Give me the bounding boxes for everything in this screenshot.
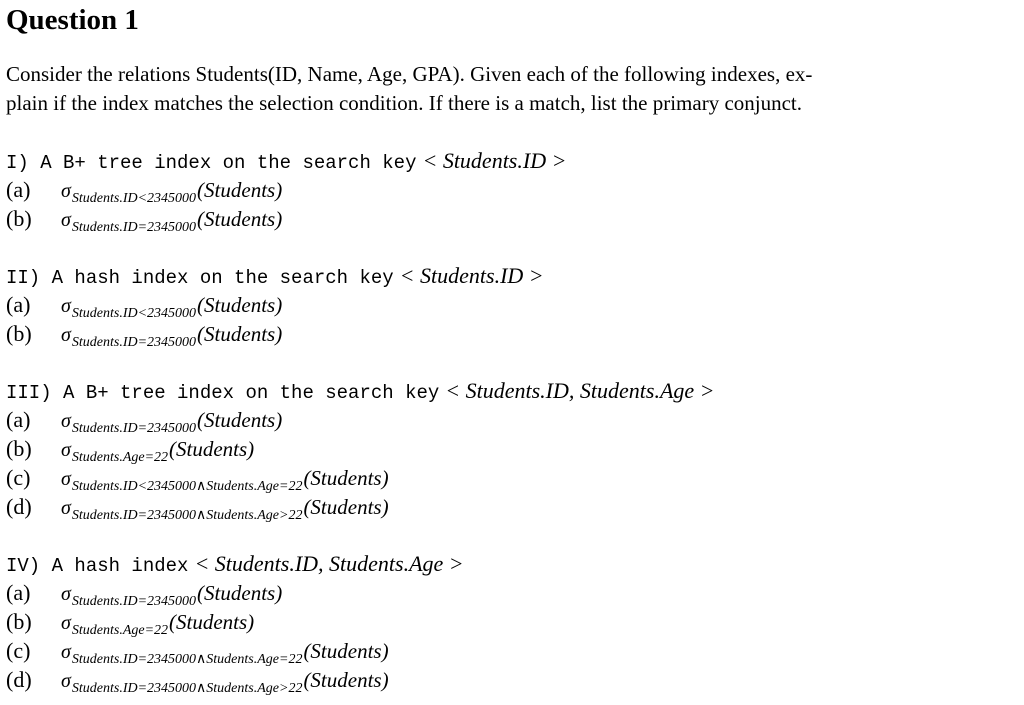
relation-name: (Students) xyxy=(197,207,283,231)
selection-condition: Students.Age=22 xyxy=(71,623,169,638)
selection-expression xyxy=(61,665,389,698)
section-heading-text: I) A B+ tree index on the search key xyxy=(6,152,417,174)
relation-name: (Students) xyxy=(303,668,389,692)
selection-condition: Students.ID=2345000 xyxy=(71,421,197,436)
question-intro xyxy=(6,60,1016,118)
sigma-symbol: σ xyxy=(61,670,71,692)
selection-condition: Students.ID=2345000∧Students.Age>22 xyxy=(71,508,303,523)
sigma-symbol: σ xyxy=(61,583,71,605)
selection-expression xyxy=(61,319,282,352)
question-title: Question 1 xyxy=(6,4,139,36)
selection-condition: Students.ID<2345000∧Students.Age=22 xyxy=(71,479,303,494)
relation-name: (Students) xyxy=(197,322,283,346)
section-heading-1 xyxy=(6,148,566,176)
relation-name: (Students) xyxy=(303,495,389,519)
intro-line-2: plain if the index matches the selection condition. If there is a match, list the primary conjunct. xyxy=(6,91,803,115)
selection-condition: Students.ID=2345000 xyxy=(71,594,197,609)
section-heading-2 xyxy=(6,263,544,291)
selection-condition: Students.ID=2345000∧Students.Age>22 xyxy=(71,681,303,696)
sigma-symbol: σ xyxy=(61,641,71,663)
relation-name: (Students) xyxy=(303,639,389,663)
section-heading-text: III) A B+ tree index on the search key xyxy=(6,382,440,404)
sigma-symbol: σ xyxy=(61,180,71,202)
sigma-symbol: σ xyxy=(61,295,71,317)
sigma-symbol: σ xyxy=(61,612,71,634)
item-label: (b) xyxy=(6,609,32,634)
item-label: (b) xyxy=(6,321,32,346)
search-key: < Students.ID, Students.Age > xyxy=(194,551,464,576)
selection-condition: Students.ID=2345000 xyxy=(71,220,197,235)
sigma-symbol: σ xyxy=(61,410,71,432)
item-label: (b) xyxy=(6,436,32,461)
section-heading-text: II) A hash index on the search key xyxy=(6,267,394,289)
search-key: < Students.ID > xyxy=(422,148,567,173)
relation-name: (Students) xyxy=(197,293,283,317)
search-key: < Students.ID > xyxy=(399,263,544,288)
item-label: (a) xyxy=(6,292,31,317)
sigma-symbol: σ xyxy=(61,324,71,346)
relation-name: (Students) xyxy=(197,581,283,605)
selection-condition: Students.ID<2345000 xyxy=(71,191,197,206)
section-heading-4 xyxy=(6,551,464,579)
sigma-symbol: σ xyxy=(61,439,71,461)
item-label: (a) xyxy=(6,580,31,605)
selection-condition: Students.ID<2345000 xyxy=(71,306,197,321)
selection-condition: Students.ID=2345000∧Students.Age=22 xyxy=(71,652,303,667)
relation-name: (Students) xyxy=(303,466,389,490)
sigma-symbol: σ xyxy=(61,468,71,490)
selection-expression xyxy=(61,204,282,237)
section-heading-text: IV) A hash index xyxy=(6,555,189,577)
section-heading-3 xyxy=(6,378,715,406)
intro-line-1: Consider the relations Students(ID, Name, Age, GPA). Given each of the following indexes, ex- xyxy=(6,62,813,86)
relation-name: (Students) xyxy=(169,610,255,634)
item-label: (c) xyxy=(6,638,31,663)
sigma-symbol: σ xyxy=(61,497,71,519)
selection-condition: Students.ID=2345000 xyxy=(71,335,197,350)
selection-condition: Students.Age=22 xyxy=(71,450,169,465)
search-key: < Students.ID, Students.Age > xyxy=(445,378,715,403)
relation-name: (Students) xyxy=(197,408,283,432)
sigma-symbol: σ xyxy=(61,209,71,231)
item-label: (c) xyxy=(6,465,31,490)
relation-name: (Students) xyxy=(169,437,255,461)
item-label: (d) xyxy=(6,667,32,692)
item-label: (b) xyxy=(6,206,32,231)
selection-expression xyxy=(61,492,389,525)
item-label: (d) xyxy=(6,494,32,519)
item-label: (a) xyxy=(6,177,31,202)
relation-name: (Students) xyxy=(197,178,283,202)
item-label: (a) xyxy=(6,407,31,432)
